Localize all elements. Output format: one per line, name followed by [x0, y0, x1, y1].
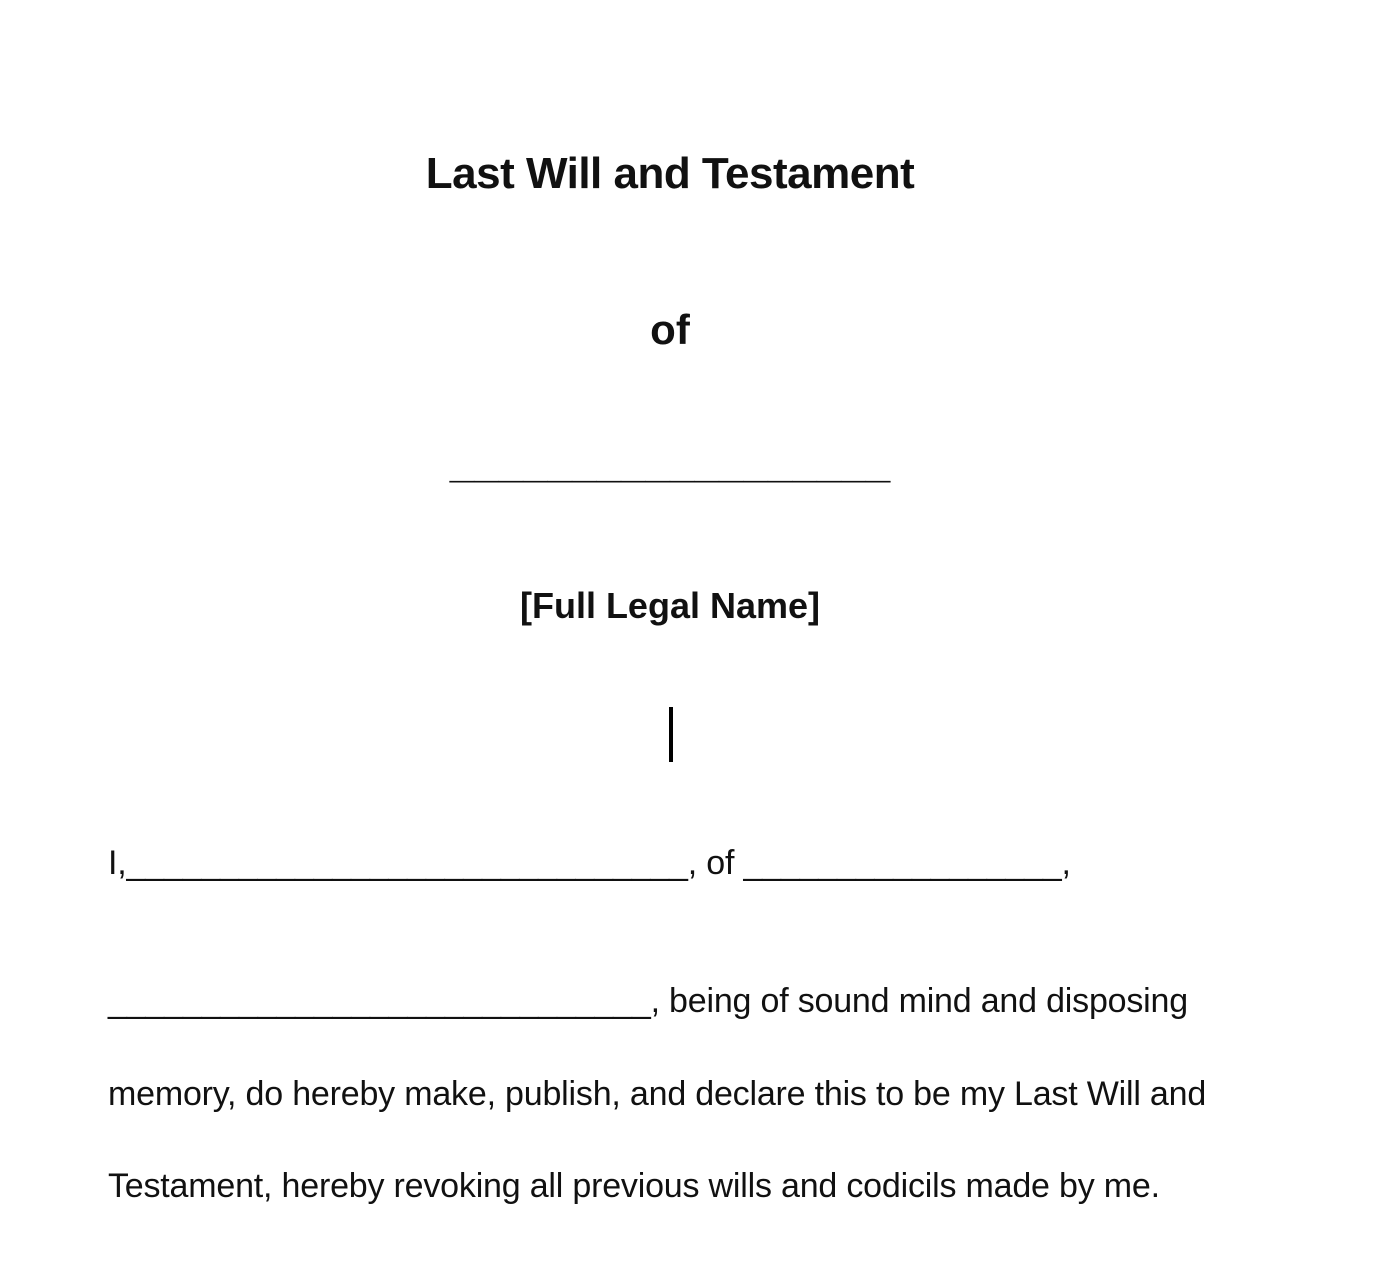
- paragraph-line-2[interactable]: _____________________________, being of sound mind and disposing: [108, 982, 1188, 1020]
- name-placeholder-label[interactable]: [Full Legal Name]: [519, 585, 821, 626]
- text-cursor-caret: [669, 707, 673, 762]
- paragraph-line-4[interactable]: Testament, hereby revoking all previous wills and codicils made by me.: [108, 1167, 1160, 1205]
- name-blank-line[interactable]: __________________: [449, 438, 891, 487]
- document-title[interactable]: Last Will and Testament: [425, 149, 915, 198]
- paragraph-line-3[interactable]: memory, do hereby make, publish, and declare this to be my Last Will and: [108, 1075, 1207, 1113]
- paragraph-line-1[interactable]: I,______________________________, of _________________,: [108, 844, 1071, 882]
- document-subtitle-of[interactable]: of: [650, 306, 690, 353]
